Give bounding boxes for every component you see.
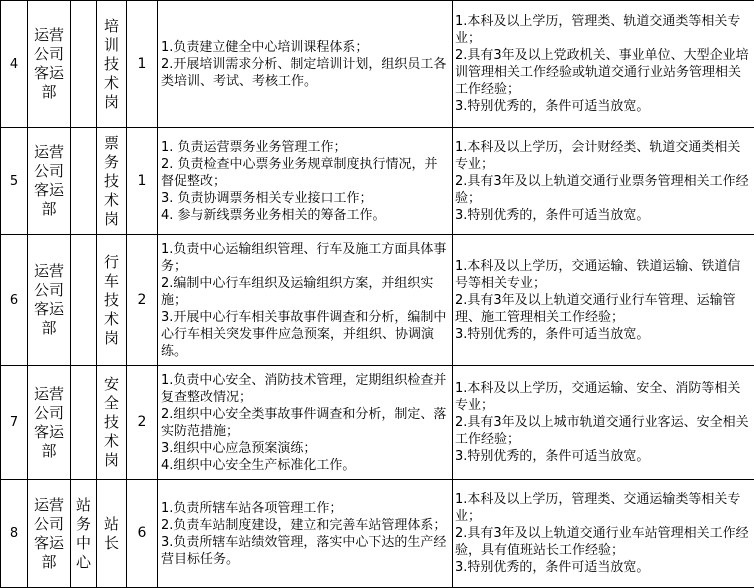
department-cell — [28, 1, 71, 128]
row-number: 5 — [10, 174, 18, 189]
duties-cell — [158, 366, 453, 480]
position-cell — [97, 366, 127, 480]
requirement-item: 2.具有3年及以上城市轨道交通行业客运、安全相关工作经验； — [455, 414, 752, 448]
requirement-item: 3.特别优秀的，条件可适当放宽。 — [455, 326, 752, 343]
requirement-item: 3.特别优秀的，条件可适当放宽。 — [455, 448, 752, 465]
requirement-item: 1.本科及以上学历，会计财经类、轨道交通类相关专业； — [455, 139, 752, 173]
headcount-cell — [127, 480, 158, 588]
duty-item: 1.负责建立健全中心培训课程体系； — [161, 39, 450, 56]
headcount-cell — [127, 366, 158, 480]
duty-item: 2.开展培训需求分析、制定培训计划，组织员工各类培训、考试、考核工作。 — [161, 56, 450, 90]
position-name: 行车技术岗 — [104, 253, 120, 348]
requirement-item: 2.具有3年及以上轨道交通行业票务管理相关工作经验； — [455, 173, 752, 207]
duty-item: 3. 负责协调票务相关专业接口工作； — [161, 190, 450, 207]
row-number: 4 — [10, 57, 18, 72]
department-cell — [28, 235, 71, 366]
row-number-cell — [1, 366, 28, 480]
department-name: 运营公司客运部 — [33, 385, 65, 461]
position-cell — [97, 128, 127, 235]
headcount: 6 — [138, 525, 147, 541]
headcount-cell — [127, 128, 158, 235]
requirement-item: 1.本科及以上学历，交通运输、安全、消防等相关专业； — [455, 380, 752, 414]
position-cell — [97, 235, 127, 366]
duty-item: 2.组织中心安全类事故事件调查和分析，制定、落实防范措施； — [161, 406, 450, 440]
headcount: 1 — [138, 56, 147, 72]
duty-item: 2. 负责检查中心票务业务规章制度执行情况，并督促整改； — [161, 156, 450, 190]
department-name: 运营公司客运部 — [33, 262, 65, 338]
requirements-cell — [453, 366, 754, 480]
department-cell — [28, 480, 71, 588]
sub-department-cell — [71, 128, 97, 235]
headcount-cell — [127, 235, 158, 366]
sub-department-cell — [71, 480, 97, 588]
position-name: 培训技术岗 — [104, 17, 120, 112]
duties-cell — [158, 235, 453, 366]
duty-item: 1.负责中心运输组织管理、行车及施工方面具体事务； — [161, 241, 450, 275]
sub-department-name: 站务中心 — [76, 496, 92, 572]
requirement-item: 2.具有3年及以上轨道交通行业车站管理相关工作经验，具有值班站长工作经验； — [455, 525, 752, 559]
position-name: 安全技术岗 — [104, 375, 120, 470]
row-number-cell — [1, 480, 28, 588]
headcount-cell — [127, 1, 158, 128]
table-row — [1, 366, 754, 480]
requirement-item: 1.本科及以上学历，管理类、交通运输类等相关专业； — [455, 491, 752, 525]
duty-item: 3.组织中心应急预案演练； — [161, 440, 450, 457]
table-row — [1, 235, 754, 366]
headcount: 2 — [138, 292, 147, 308]
position-name: 站长 — [104, 515, 120, 553]
duty-item: 1.负责所辖车站各项管理工作； — [161, 500, 450, 517]
department-name: 运营公司客运部 — [33, 143, 65, 219]
requirements-cell — [453, 128, 754, 235]
requirements-cell — [453, 235, 754, 366]
sub-department-cell — [71, 235, 97, 366]
requirement-item: 2.具有3年及以上轨道交通行业行车管理、运输管理、施工管理相关工作经验； — [455, 292, 752, 326]
duty-item: 3.开展中心行车相关事故事件调查和分析，编制中心行车相关突发事件应急预案，并组织、协调演练。 — [161, 309, 450, 360]
headcount: 1 — [138, 173, 147, 189]
position-name: 票务技术岗 — [104, 134, 120, 229]
department-cell — [28, 366, 71, 480]
duty-item: 4.组织中心安全生产标准化工作。 — [161, 457, 450, 474]
department-name: 运营公司客运部 — [33, 26, 65, 102]
requirements-cell — [453, 480, 754, 588]
sub-department-cell — [71, 1, 97, 128]
sub-department-cell — [71, 366, 97, 480]
row-number: 8 — [10, 526, 18, 541]
duty-item: 1.负责中心安全、消防技术管理，定期组织检查并复查整改情况； — [161, 372, 450, 406]
table-row — [1, 128, 754, 235]
department-cell — [28, 128, 71, 235]
row-number-cell — [1, 235, 28, 366]
duty-item: 1. 负责运营票务业务管理工作； — [161, 139, 450, 156]
duty-item: 2.编制中心行车组织及运输组织方案，并组织实施； — [161, 275, 450, 309]
duties-cell — [158, 128, 453, 235]
duty-item: 4. 参与新线票务业务相关的筹备工作。 — [161, 207, 450, 224]
row-number-cell — [1, 128, 28, 235]
position-cell — [97, 1, 127, 128]
department-name: 运营公司客运部 — [33, 496, 65, 572]
position-cell — [97, 480, 127, 588]
headcount: 2 — [138, 414, 147, 430]
requirement-item: 1.本科及以上学历，管理类、轨道交通类等相关专业； — [455, 13, 752, 47]
requirement-item: 3.特别优秀的，条件可适当放宽。 — [455, 559, 752, 576]
requirements-cell — [453, 1, 754, 128]
row-number: 7 — [10, 415, 18, 430]
table-row — [1, 1, 754, 128]
requirement-item: 1.本科及以上学历，交通运输、铁道运输、铁道信号等相关专业； — [455, 258, 752, 292]
table-row — [1, 480, 754, 588]
duty-item: 3.负责所辖车站绩效管理，落实中心下达的生产经营目标任务。 — [161, 534, 450, 568]
row-number-cell — [1, 1, 28, 128]
requirement-item: 3.特别优秀的，条件可适当放宽。 — [455, 98, 752, 115]
duties-cell — [158, 480, 453, 588]
requirement-item: 3.特别优秀的，条件可适当放宽。 — [455, 207, 752, 224]
duties-cell — [158, 1, 453, 128]
row-number: 6 — [10, 293, 18, 308]
duty-item: 2.负责车站制度建设，建立和完善车站管理体系； — [161, 517, 450, 534]
requirement-item: 2.具有3年及以上党政机关、事业单位、大型企业培训管理相关工作经验或轨道交通行业站务管理相关工作经验； — [455, 47, 752, 98]
